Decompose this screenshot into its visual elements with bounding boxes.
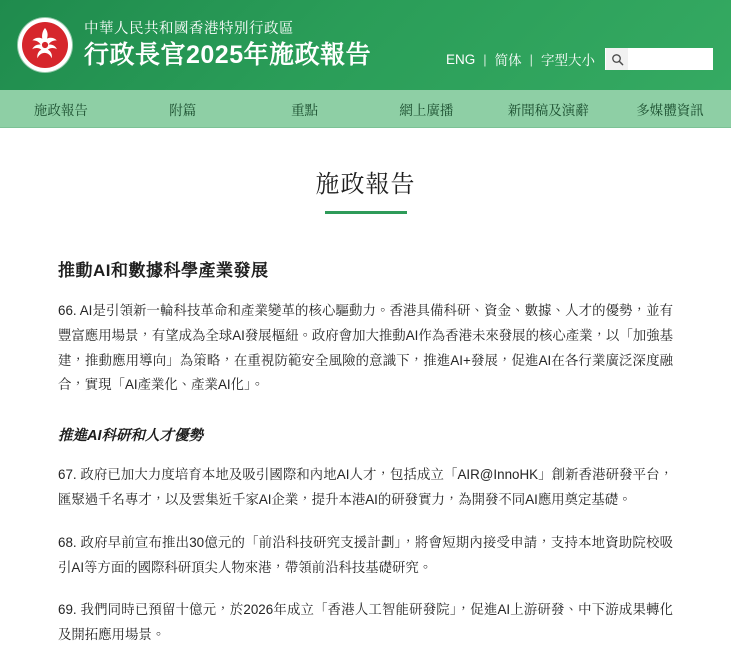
search-box: [605, 48, 713, 70]
search-icon[interactable]: [606, 48, 628, 70]
site-header: [0, 0, 731, 90]
site-titles: [84, 19, 371, 71]
separator-1: |: [483, 51, 487, 67]
page-title: 施政報告: [315, 171, 416, 198]
section-heading: 推動AI和數據科學產業發展: [58, 261, 269, 280]
nav-item-multimedia[interactable]: 多媒體資訊: [636, 102, 704, 118]
main-content: [0, 164, 731, 648]
nav-item-supplement[interactable]: 附篇: [169, 102, 197, 118]
paragraph-67: 67. 政府已加大力度培育本地及吸引國際和內地AI人才，包括成立「AIR@InnoHK」創新香港研發平台，匯聚過千名專才，以及雲集近千家AI企業，提升本港AI的研發實力，為開發不同AI應用奠定基礎。: [58, 467, 673, 507]
sub-heading: 推進AI科研和人才優勢: [58, 428, 203, 445]
paragraph-68: 68. 政府早前宣布推出30億元的「前沿科技研究支援計劃」，將會短期內接受申請，支持本地資助院校吸引AI等方面的國際科研頂尖人物來港，帶領前沿科技基礎研究。: [58, 534, 673, 575]
hksar-bauhinia-emblem-icon: [18, 18, 72, 72]
title-underline: [325, 211, 407, 214]
search-input[interactable]: [628, 49, 712, 69]
paragraph-69: 69. 我們同時已預留十億元，於2026年成立「香港人工智能研發院」，促進AI上游研發、中下游成果轉化及開拓應用場景。: [58, 602, 673, 643]
separator-2: |: [529, 51, 533, 67]
nav-item-policy-address[interactable]: 施政報告: [33, 102, 88, 118]
header-utilities: [446, 48, 713, 70]
nav-item-webcast[interactable]: 網上廣播: [399, 102, 454, 118]
lang-link-simplified-chinese[interactable]: 简体: [494, 53, 522, 68]
site-title-large: 行政長官2025年施政報告: [84, 40, 372, 69]
paragraph-66: 66. AI是引領新一輪科技革命和產業變革的核心驅動力。香港具備科研、資金、數據、人才的優勢，並有豐富應用場景，有望成為全球AI發展樞紐。政府會加大推動AI作為香港未來發展的核心產業，以「加強基建，推動應用導向」為策略，在重視防範安全風險的意識下，推進AI+發展，促進AI在各行業廣泛深度融合，實現「AI產業化、產業AI化」。: [58, 303, 673, 393]
nav-item-press-releases[interactable]: 新聞稿及演辭: [507, 102, 589, 118]
main-navigation: [0, 90, 731, 128]
site-title-small: 中華人民共和國香港特別行政區: [84, 21, 294, 38]
lang-link-eng[interactable]: ENG: [445, 51, 476, 67]
nav-item-highlights[interactable]: 重點: [291, 102, 319, 118]
font-size-link[interactable]: 字型大小: [541, 53, 595, 68]
